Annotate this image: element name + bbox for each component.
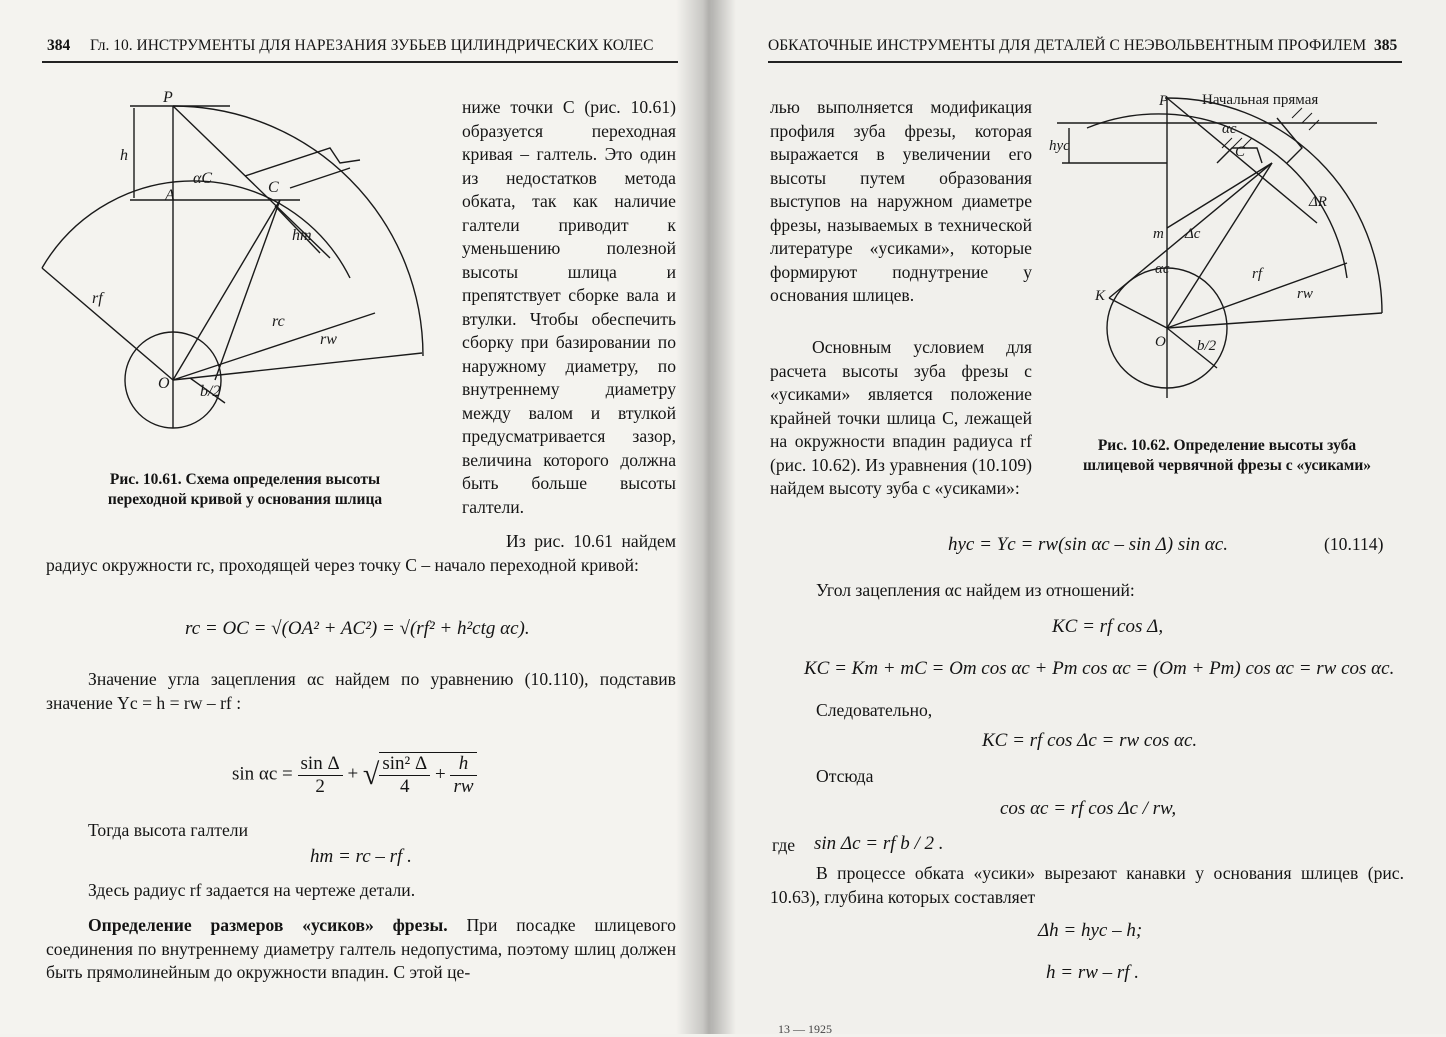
fig62-label-rw: rw xyxy=(1297,286,1313,302)
paragraph-from-figure: Из рис. 10.61 найдем радиус окружности rc, проходящей через точку C – начало переходной кривой: xyxy=(46,531,676,575)
fig62-label-start-line: Начальная прямая xyxy=(1202,92,1319,108)
fig62-label-hyc: hус xyxy=(1049,138,1070,154)
figure-caption-line-1: Рис. 10.61. Схема определения высоты xyxy=(109,471,381,488)
eq-sin-frac2 xyxy=(379,753,430,798)
eq-sin-frac3 xyxy=(450,753,476,798)
fig62-label-k: K xyxy=(1095,288,1106,304)
eq-sqrt-body xyxy=(379,752,476,798)
fig61-label-rw: rw xyxy=(320,331,337,348)
equation-kc-3: KC = rf cos Δc = rw cos αc. xyxy=(982,730,1198,751)
left-page-number: 384 xyxy=(47,37,71,54)
equation-number-10-114: (10.114) xyxy=(1324,534,1384,554)
figure-62-caption-line-1: Рис. 10.62. Определение высоты зуба xyxy=(1097,437,1357,454)
paragraph-definition xyxy=(46,914,676,985)
fig61-label-p: P xyxy=(163,89,173,106)
fig61-label-o: O xyxy=(158,375,170,392)
where-word: где xyxy=(772,835,796,855)
paragraph-from: Отсюда xyxy=(816,766,874,786)
fig62-label-o: O xyxy=(1155,334,1166,350)
paragraph-process: В процессе обката «усики» вырезают канавки у основания шлицев (рис. 10.63), глубина которых составляет xyxy=(770,863,1404,907)
fig61-label-b2: b/2 xyxy=(200,383,221,400)
fig61-label-ht: hт xyxy=(292,227,312,244)
fig62-label-alpha-c: αc xyxy=(1222,121,1237,137)
fig61-label-a: A xyxy=(165,187,175,204)
right-header-rule xyxy=(768,61,1402,63)
fig61-label-rc: rc xyxy=(272,313,285,330)
figure-62-caption-line-2: шлицевой червячной фрезы с «усиками» xyxy=(1082,457,1372,474)
eq-sin-num2: sin² Δ xyxy=(379,753,430,776)
right-running-header: ОБКАТОЧНЫЕ ИНСТРУМЕНТЫ ДЛЯ ДЕТАЛЕЙ С НЕЭВОЛЬВЕНТНЫМ ПРОФИЛЕМ xyxy=(768,37,1367,54)
fig62-label-m: m xyxy=(1153,226,1164,242)
eq-sin-den1: 2 xyxy=(315,775,325,797)
paragraph-angle-right: Угол зацепления αc найдем из отношений: xyxy=(816,580,1135,600)
fig61-label-c: C xyxy=(268,179,279,196)
paragraph-definition-heading: Определение размеров «усиков» фрезы. xyxy=(88,915,448,935)
equation-kc-1: KC = rf cos Δ, xyxy=(1052,616,1164,637)
side-paragraph: ниже точки C (рис. 10.61) образуется переходная кривая – галтель. Это один из недостатков метода обката, так как наличие галтели приводит к уменьшению полезной высоты шлица и препятствует сборке вала и втулки. Чтобы обеспечить сборку при базировании по наружному диаметру, по внутреннему диаметру между валом и втулкой предусматривается зазор, величина которого должна быть больше высоты галтели. xyxy=(462,97,676,517)
left-header-rule xyxy=(42,61,678,63)
equation-ht: hт = rc – rf . xyxy=(310,846,412,867)
equation-cos: cos αc = rf cos Δc / rw, xyxy=(1000,798,1177,819)
equation-sin-alpha xyxy=(232,752,477,798)
root-arc xyxy=(1087,114,1347,278)
fig61-label-h: h xyxy=(120,147,128,164)
paragraph-angle: Значение угла зацепления αc найдем по уравнению (10.110), подставив значение Yc = h = rw – rf : xyxy=(46,669,676,713)
equation-where: sin Δc = rf b / 2 . xyxy=(814,833,944,854)
fig62-label-rf: rf xyxy=(1252,266,1263,282)
fig62-label-c: C xyxy=(1235,144,1246,160)
eq-sin-num1: sin Δ xyxy=(298,753,343,776)
equation-dh: Δh = hус – h; xyxy=(1038,920,1143,941)
fig62-label-p: P xyxy=(1159,93,1169,109)
eq-sin-den3: rw xyxy=(453,776,474,797)
fig62-label-dr: ΔR xyxy=(1309,194,1327,210)
fig61-label-alpha: αC xyxy=(193,170,213,187)
paragraph-main: Основным условием для расчета высоты зуба фрезы с «усиками» является положение крайней точки шлица C, лежащей на окружности впадин радиуса rf (рис. 10.62). Из уравнения (10.109) найдем высоту зуба с «усиками»: xyxy=(770,337,1032,498)
fig62-label-b2: b/2 xyxy=(1197,338,1217,354)
left-page xyxy=(0,0,712,1034)
paragraph-hence: Следовательно, xyxy=(816,700,933,720)
fig62-label-alpha-c2: αc xyxy=(1155,261,1170,277)
equation-rc: rc = OC = √(OA² + AC²) = √(rf² + h²ctg αc). xyxy=(185,618,530,639)
eq-sin-num3: h xyxy=(450,753,476,776)
eq-sin-frac1 xyxy=(298,753,343,798)
right-page xyxy=(712,0,1446,1034)
eq-sin-lhs: sin αc = xyxy=(232,763,293,785)
equation-h: h = rw – rf . xyxy=(1046,962,1140,983)
right-page-number: 385 xyxy=(1374,37,1398,54)
left-running-header: Гл. 10. ИНСТРУМЕНТЫ ДЛЯ НАРЕЗАНИЯ ЗУБЬЕВ ЦИЛИНДРИЧЕСКИХ КОЛЕС xyxy=(90,37,654,54)
eq-sqrt-sign: √ xyxy=(362,758,380,791)
signature-mark: 13 — 1925 xyxy=(778,1022,832,1036)
paragraph-here: Здесь радиус rf задается на чертеже детали. xyxy=(88,880,416,900)
eq-sin-plus: + xyxy=(347,763,359,785)
paragraph-definition-body: При посадке шлицевого соединения по внутреннему диаметру галтель недопустима, поэтому шлиц должен быть прямолинейным до окружности впадин. С этой це- xyxy=(46,915,676,982)
equation-10-114: hус = Yc = rw(sin αc – sin Δ) sin αc. xyxy=(948,534,1228,555)
figure-10-61 xyxy=(30,88,450,468)
figure-10-62 xyxy=(1047,88,1402,428)
fig61-label-rf: rf xyxy=(92,290,103,307)
fig62-label-delta-c: Δc xyxy=(1185,226,1201,242)
eq-sin-den2: 4 xyxy=(400,776,410,797)
equation-kc-2: KC = Km + mC = Om cos αc + Pm cos αc = (Om + Pm) cos αc = rw cos αc. xyxy=(804,658,1395,679)
paragraph-then: Тогда высота галтели xyxy=(88,820,248,840)
eq-sin-plus2: + xyxy=(434,763,446,785)
paragraph-top: лью выполняется модификация профиля зуба фрезы, которая выражается в увеличении его высоты путем образования выступов на наружном диаметре фрезы, называемых в технической литературе «усиками», которые формируют поднутрение у основания шлицев. xyxy=(770,97,1032,305)
book-gutter xyxy=(676,0,736,1034)
figure-caption-line-2: переходной кривой у основания шлица xyxy=(107,491,383,508)
